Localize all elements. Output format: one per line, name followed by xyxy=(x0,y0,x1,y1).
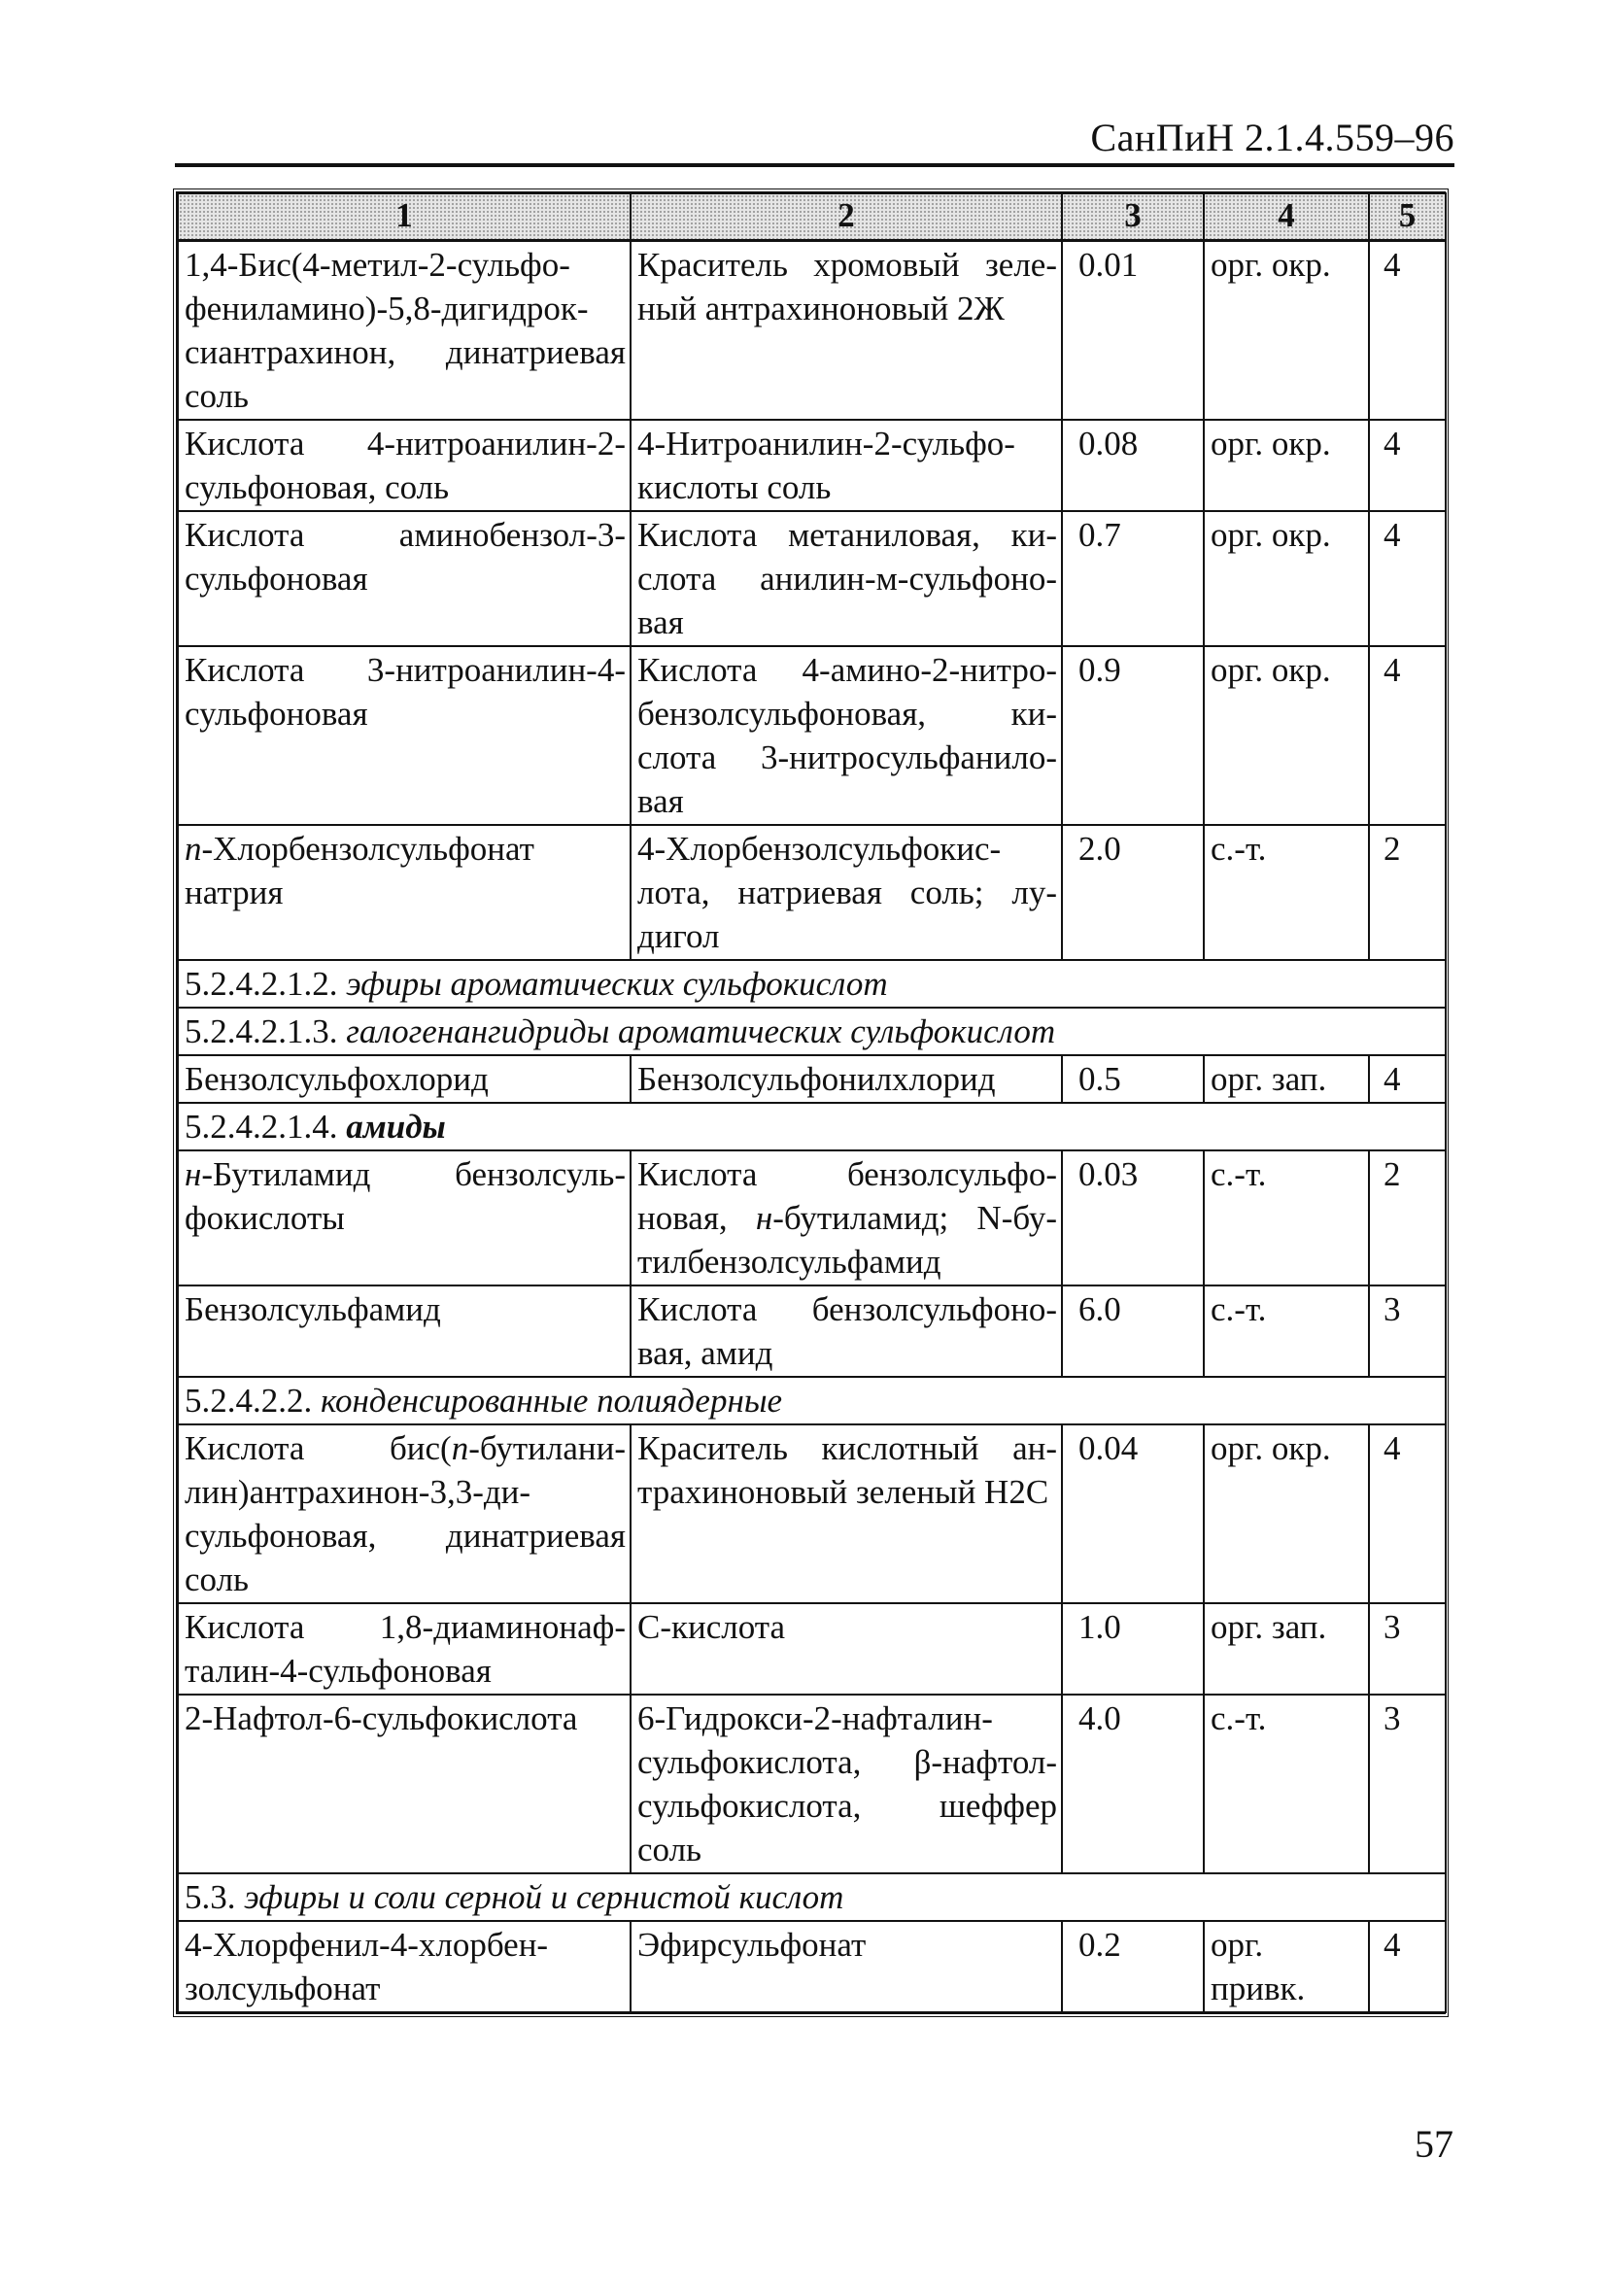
substance-name: Кислота аминобензол-3-сульфоновая xyxy=(178,511,631,646)
hazard-class: 4 xyxy=(1369,1424,1446,1603)
name-text: -Бутиламид бензолсуль-фокислоты xyxy=(185,1155,626,1237)
column-header: 1 xyxy=(178,193,631,241)
limit-value: 2.0 xyxy=(1062,825,1204,960)
section-title: конденсированные полиядерные xyxy=(321,1382,783,1420)
table-row xyxy=(178,825,1446,960)
table-row xyxy=(178,420,1446,511)
hazard-indicator: орг. окр. xyxy=(1204,241,1369,421)
hazard-indicator: орг. окр. xyxy=(1204,420,1369,511)
hazard-indicator: с.-т. xyxy=(1204,1285,1369,1377)
hazard-class: 3 xyxy=(1369,1603,1446,1695)
table-row xyxy=(178,241,1446,421)
name-text: -Хлорбензолсульфонат натрия xyxy=(185,830,534,911)
section-row xyxy=(178,1008,1446,1055)
section-row xyxy=(178,1103,1446,1150)
limit-value: 1.0 xyxy=(1062,1603,1204,1695)
hazard-indicator: орг. окр. xyxy=(1204,511,1369,646)
substance-name: Кислота 1,8-диаминонаф-талин-4-сульфоновая xyxy=(178,1603,631,1695)
substance-synonyms xyxy=(631,1150,1062,1285)
table-row xyxy=(178,1921,1446,2012)
section-title: эфиры ароматических сульфокислот xyxy=(346,965,888,1003)
section-title: амиды xyxy=(346,1108,446,1146)
limit-value: 0.01 xyxy=(1062,241,1204,421)
substance-name xyxy=(178,1150,631,1285)
table-row xyxy=(178,1055,1446,1103)
hazard-class: 4 xyxy=(1369,241,1446,421)
limit-value: 0.9 xyxy=(1062,646,1204,825)
table-row xyxy=(178,1603,1446,1695)
synonyms-italic: н xyxy=(755,1199,773,1237)
name-text: -бутилани-лин)антрахинон-3,3-ди-сульфоновая, динатриевая соль xyxy=(185,1429,626,1598)
column-header: 5 xyxy=(1369,193,1446,241)
limit-value: 0.04 xyxy=(1062,1424,1204,1603)
hazard-indicator: орг. привк. xyxy=(1204,1921,1369,2012)
hazard-class: 2 xyxy=(1369,825,1446,960)
section-row xyxy=(178,960,1446,1008)
substance-synonyms: 6-Гидрокси-2-нафталин-сульфокислота, β-нафтол-сульфокислота, шеффер соль xyxy=(631,1695,1062,1873)
name-italic-prefix: н xyxy=(185,1155,202,1193)
section-heading xyxy=(178,1103,1446,1150)
synonyms-text: Кислота бензолсульфо-новая, xyxy=(637,1155,1057,1237)
substance-synonyms: 4-Нитроанилин-2-сульфо-кислоты соль xyxy=(631,420,1062,511)
hazard-indicator: с.-т. xyxy=(1204,825,1369,960)
limit-value: 0.5 xyxy=(1062,1055,1204,1103)
name-text: Кислота бис( xyxy=(185,1429,452,1467)
synonyms-text: -бутиламид; N-бу-тилбензолсульфамид xyxy=(637,1199,1057,1281)
substance-synonyms: С-кислота xyxy=(631,1603,1062,1695)
substance-synonyms: Бензолсульфонилхлорид xyxy=(631,1055,1062,1103)
hazard-indicator: с.-т. xyxy=(1204,1695,1369,1873)
section-number: 5.3. xyxy=(185,1878,236,1916)
limit-value: 0.08 xyxy=(1062,420,1204,511)
table-row xyxy=(178,1695,1446,1873)
substance-name: 4-Хлорфенил-4-хлорбен-золсульфонат xyxy=(178,1921,631,2012)
name-italic: п xyxy=(451,1429,469,1467)
substance-name: 1,4-Бис(4-метил-2-сульфо-фениламино)-5,8-дигидрок-сиантрахинон, динатриевая соль xyxy=(178,241,631,421)
hazard-class: 2 xyxy=(1369,1150,1446,1285)
substance-name xyxy=(178,825,631,960)
page-number: 57 xyxy=(1415,2122,1453,2166)
name-italic-prefix: п xyxy=(185,830,202,868)
page-header xyxy=(175,115,1454,167)
substance-name: Кислота 4-нитроанилин-2-сульфоновая, соль xyxy=(178,420,631,511)
section-number: 5.2.4.2.2. xyxy=(185,1382,313,1420)
hazard-indicator: орг. зап. xyxy=(1204,1603,1369,1695)
hazard-class: 3 xyxy=(1369,1695,1446,1873)
hazard-class: 3 xyxy=(1369,1285,1446,1377)
section-heading xyxy=(178,960,1446,1008)
substance-name xyxy=(178,1424,631,1603)
substance-synonyms: Кислота бензолсульфоно-вая, амид xyxy=(631,1285,1062,1377)
section-row xyxy=(178,1873,1446,1921)
section-number: 5.2.4.2.1.4. xyxy=(185,1108,338,1146)
table-row xyxy=(178,646,1446,825)
table-header-row xyxy=(178,193,1446,241)
substance-synonyms: Кислота 4-амино-2-нитро-бензолсульфоновая, ки-слота 3-нитросульфанило-вая xyxy=(631,646,1062,825)
substance-name: Кислота 3-нитроанилин-4-сульфоновая xyxy=(178,646,631,825)
column-header: 4 xyxy=(1204,193,1369,241)
hazard-class: 4 xyxy=(1369,1921,1446,2012)
section-heading xyxy=(178,1873,1446,1921)
substance-synonyms: Эфирсульфонат xyxy=(631,1921,1062,2012)
section-number: 5.2.4.2.1.2. xyxy=(185,965,338,1003)
limit-value: 4.0 xyxy=(1062,1695,1204,1873)
document-code: СанПиН 2.1.4.559–96 xyxy=(1090,116,1454,159)
section-number: 5.2.4.2.1.3. xyxy=(185,1012,338,1050)
section-heading xyxy=(178,1377,1446,1424)
limit-value: 0.03 xyxy=(1062,1150,1204,1285)
hazard-class: 4 xyxy=(1369,511,1446,646)
section-heading xyxy=(178,1008,1446,1055)
substance-synonyms: Кислота метаниловая, ки-слота анилин-м-сульфоно-вая xyxy=(631,511,1062,646)
table-row xyxy=(178,1424,1446,1603)
substance-name: Бензолсульфохлорид xyxy=(178,1055,631,1103)
hazard-indicator: орг. окр. xyxy=(1204,646,1369,825)
limit-value: 0.2 xyxy=(1062,1921,1204,2012)
table-row xyxy=(178,511,1446,646)
column-header: 3 xyxy=(1062,193,1204,241)
limit-value: 6.0 xyxy=(1062,1285,1204,1377)
substance-name: 2-Нафтол-6-сульфокислота xyxy=(178,1695,631,1873)
hazard-class: 4 xyxy=(1369,646,1446,825)
substance-synonyms: 4-Хлорбензолсульфокис-лота, натриевая соль; лу-дигол xyxy=(631,825,1062,960)
hazard-indicator: с.-т. xyxy=(1204,1150,1369,1285)
section-row xyxy=(178,1377,1446,1424)
hazard-class: 4 xyxy=(1369,1055,1446,1103)
column-header: 2 xyxy=(631,193,1062,241)
limit-value: 0.7 xyxy=(1062,511,1204,646)
hazard-class: 4 xyxy=(1369,420,1446,511)
substance-name: Бензолсульфамид xyxy=(178,1285,631,1377)
section-title: эфиры и соли серной и сернистой кислот xyxy=(244,1878,844,1916)
substances-table xyxy=(173,188,1449,2017)
substance-synonyms: Краситель хромовый зеле-ный антрахиноновый 2Ж xyxy=(631,241,1062,421)
section-title: галогенангидриды ароматических сульфокислот xyxy=(346,1012,1056,1050)
table-row xyxy=(178,1285,1446,1377)
hazard-indicator: орг. зап. xyxy=(1204,1055,1369,1103)
substance-synonyms: Краситель кислотный ан-трахиноновый зеленый Н2С xyxy=(631,1424,1062,1603)
hazard-indicator: орг. окр. xyxy=(1204,1424,1369,1603)
table-row xyxy=(178,1150,1446,1285)
